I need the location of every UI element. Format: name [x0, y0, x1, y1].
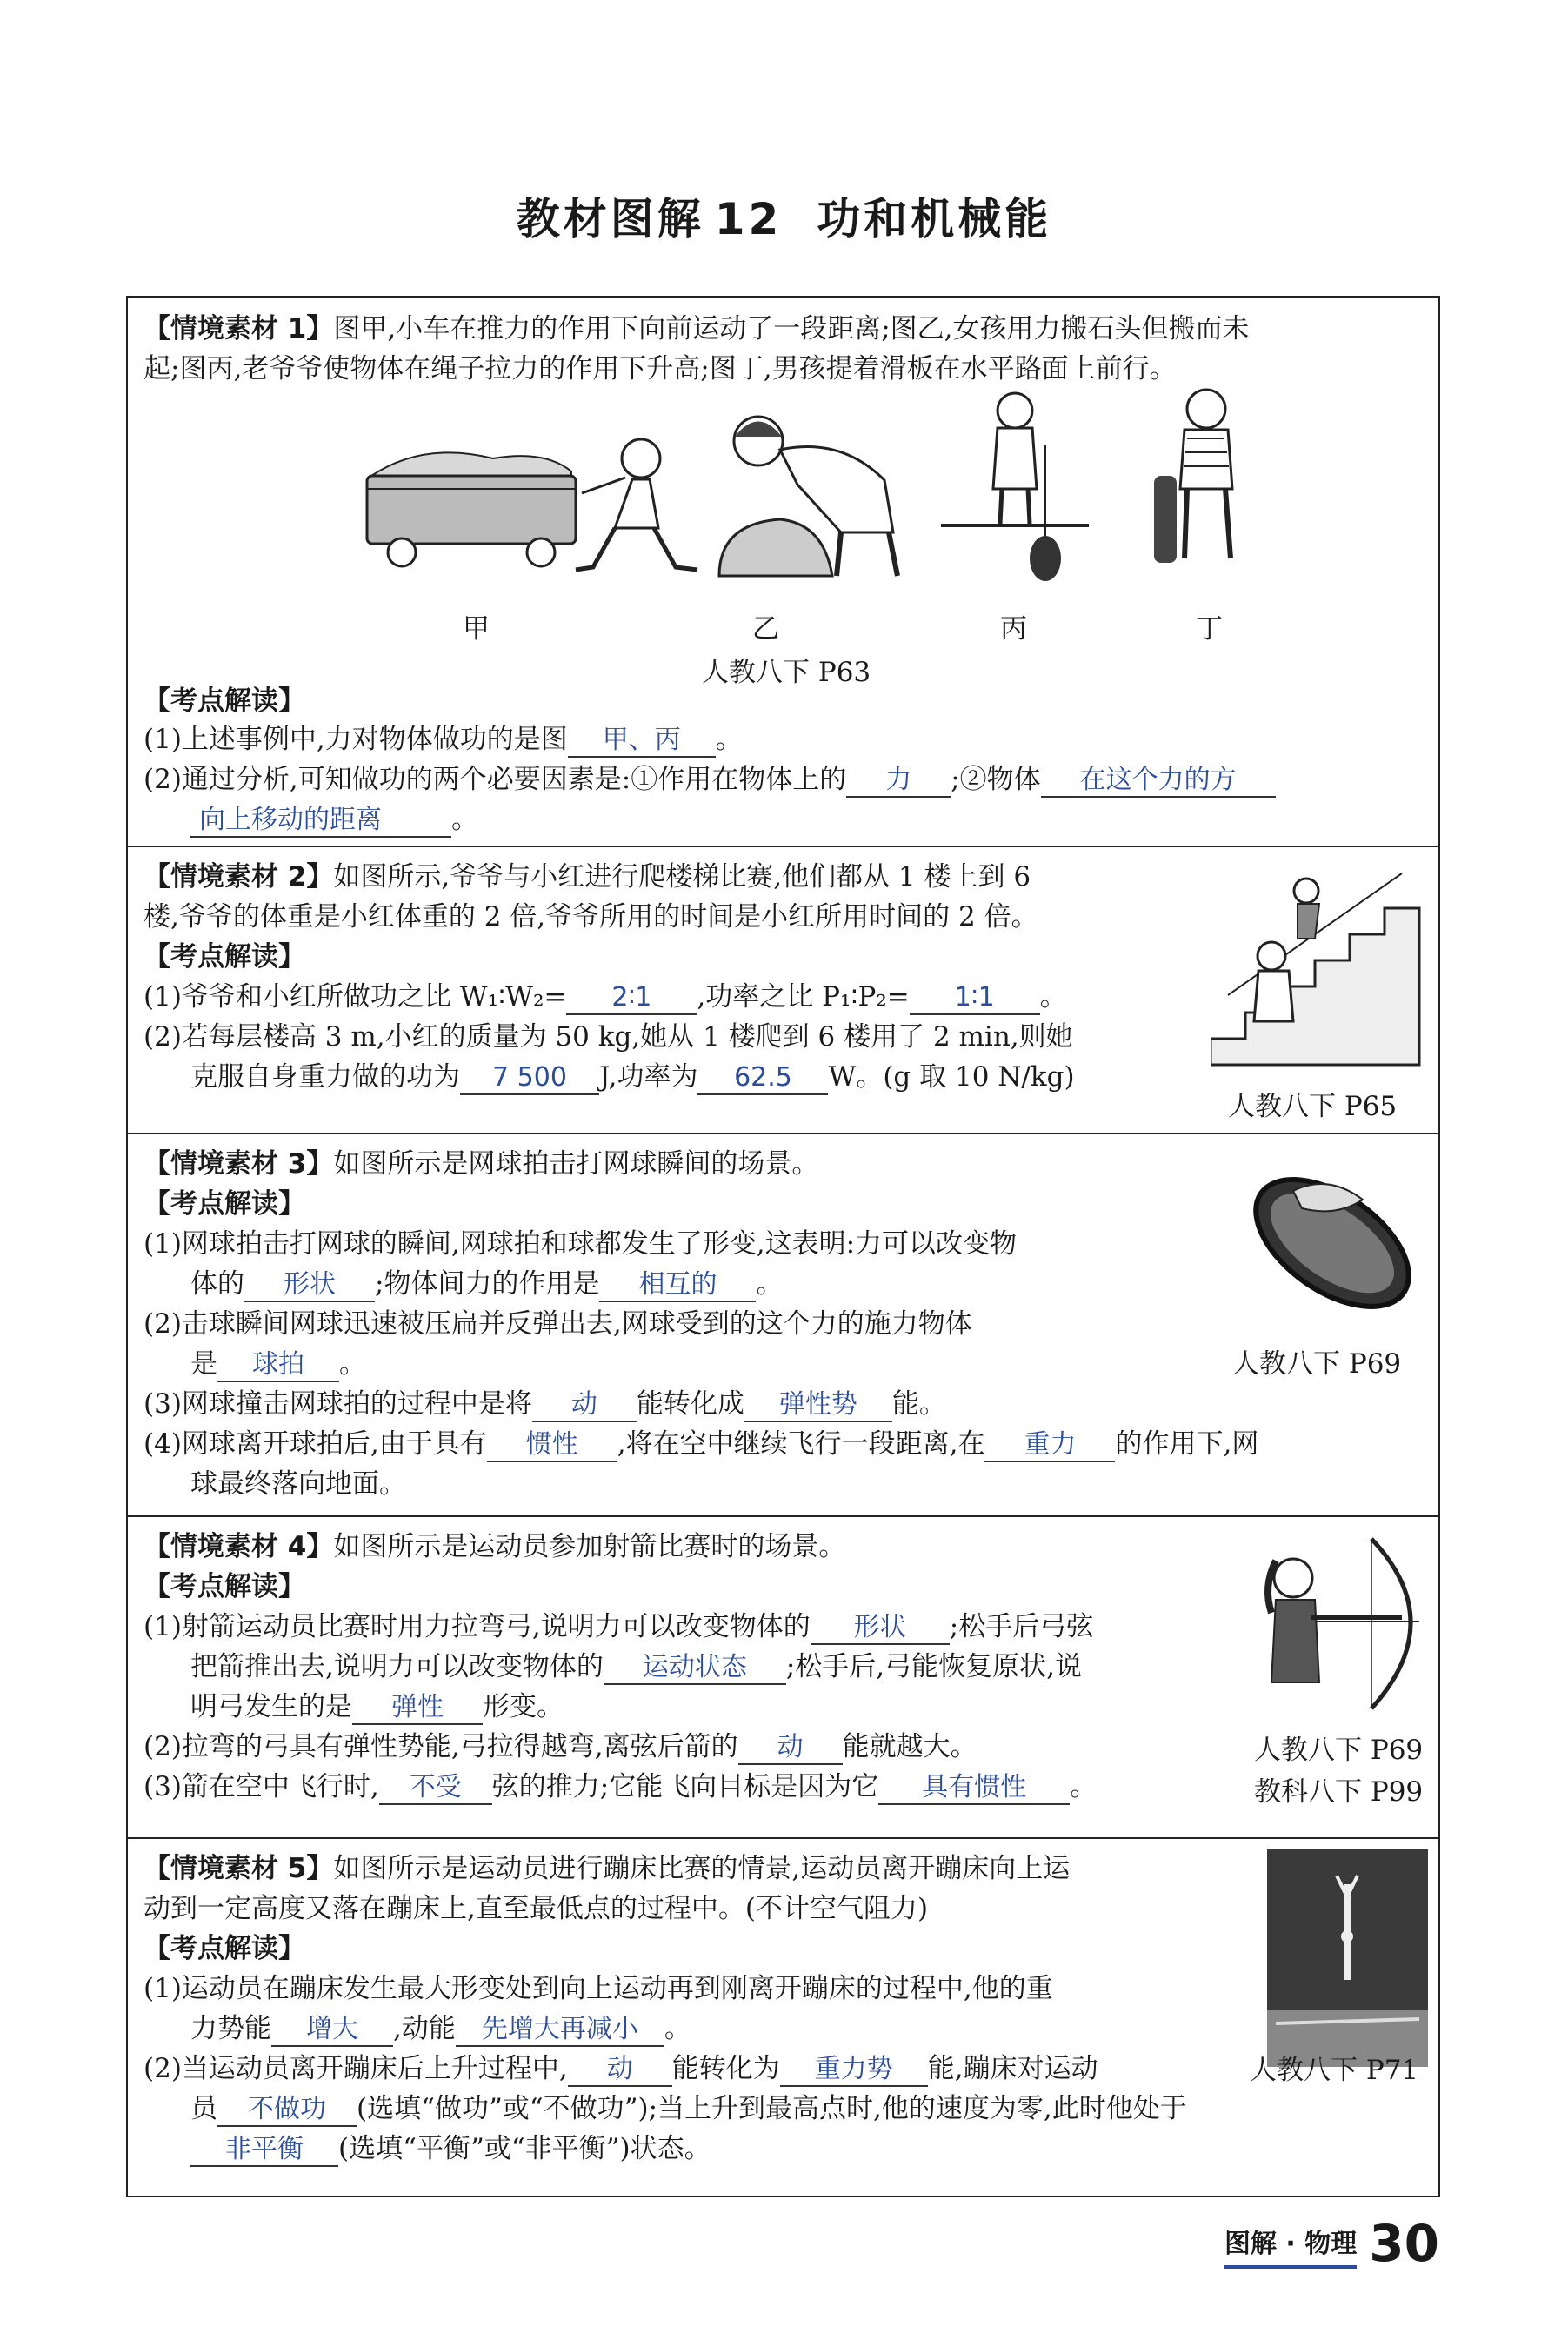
s2-question-1: (1)爷爷和小红所做功之比 W₁∶W₂= 2∶1 ,功率之比 P₁∶P₂= 1∶1 。	[143, 980, 1067, 1015]
s1-intro-line1: 【情境素材 1】图甲,小车在推力的作用下向前运动了一段距离;图乙,女孩用力搬石头但搬而未	[143, 313, 1250, 344]
figure-label-ding: 丁	[1196, 613, 1223, 645]
answer-blank: 重力	[984, 1429, 1115, 1462]
answer-blank: 具有惯性	[878, 1772, 1070, 1805]
footer-brand: 图解 · 物理	[1224, 2222, 1357, 2269]
answer-blank: 重力势	[780, 2054, 928, 2087]
s5-question-2-cont2: 非平衡 (选填“平衡”或“非平衡”)状态。	[190, 2131, 711, 2167]
s3-question-1: (1)网球拍击打网球的瞬间,网球拍和球都发生了形变,这表明:力可以改变物	[143, 1228, 1018, 1260]
answer-blank: 弹性	[352, 1692, 483, 1725]
s5-question-2-cont: 员 不做功 (选填“做功”或“不做功”);当上升到最高点时,他的速度为零,此时他处于	[190, 2091, 1187, 2127]
s3-question-3: (3)网球撞击网球拍的过程中是将 动 能转化成 弹性势 能。	[143, 1387, 946, 1422]
figure-label-jia: 甲	[463, 613, 490, 645]
old-man-lifting-illustration	[941, 384, 1089, 585]
page-number: 30	[1369, 2214, 1439, 2273]
archer-illustration	[1250, 1535, 1424, 1717]
figure-label-bing: 丙	[1000, 613, 1027, 645]
title-number: 12	[714, 194, 783, 244]
answer-blank: 增大	[271, 2014, 393, 2047]
s5-question-1-cont: 力势能 增大 ,动能 先增大再减小 。	[190, 2011, 691, 2047]
s5-textbook-ref: 人教八下 P71	[1250, 2055, 1419, 2086]
s4-textbook-ref-2: 教科八下 P99	[1254, 1776, 1424, 1808]
title-main: 教材图解	[516, 194, 704, 244]
s5-intro-line1: 【情境素材 5】如图所示是运动员进行蹦床比赛的情景,运动员离开蹦床向上运	[143, 1853, 1071, 1884]
s4-question-3: (3)箭在空中飞行时, 不受 弦的推力;它能飞向目标是因为它 具有惯性 。	[143, 1769, 1097, 1805]
s5-question-1: (1)运动员在蹦床发生最大形变处到向上运动再到刚离开蹦床的过程中,他的重	[143, 1973, 1053, 2004]
s3-textbook-ref: 人教八下 P69	[1232, 1348, 1402, 1380]
section-1	[128, 298, 1438, 846]
girl-lifting-stone-illustration	[684, 402, 945, 585]
s3-intro: 【情境素材 3】如图所示是网球拍击打网球瞬间的场景。	[143, 1148, 819, 1180]
s2-intro-line2: 楼,爷爷的体重是小红体重的 2 倍,爷爷所用的时间是小红所用时间的 2 倍。	[143, 901, 1038, 933]
s4-question-1-cont: 把箭推出去,说明力可以改变物体的 运动状态 ;松手后,弓能恢复原状,说	[190, 1649, 1082, 1685]
s4-question-1: (1)射箭运动员比赛时用力拉弯弓,说明力可以改变物体的 形状 ;松手后弓弦	[143, 1609, 1093, 1645]
stair-climbing-illustration	[1211, 856, 1428, 1073]
s5-heading: 【考点解读】	[143, 1933, 305, 1964]
s1-question-1: (1)上述事例中,力对物体做功的是图 甲、丙 。	[143, 722, 743, 758]
answer-blank: 动	[568, 2054, 672, 2087]
tennis-racket-illustration	[1241, 1156, 1428, 1330]
answer-blank: 动	[738, 1732, 843, 1765]
answer-blank: 1∶1	[910, 982, 1040, 1015]
s1-heading: 【考点解读】	[143, 685, 305, 717]
s1-intro-line2: 起;图丙,老爷爷使物体在绳子拉力的作用下升高;图丁,男孩提着滑板在水平路面上前行。	[143, 353, 1177, 384]
s2-heading: 【考点解读】	[143, 941, 305, 973]
answer-blank: 7 500	[460, 1062, 599, 1095]
section-2	[128, 846, 1438, 1133]
s3-question-4-cont: 球最终落向地面。	[190, 1468, 406, 1500]
answer-blank: 2∶1	[566, 982, 697, 1015]
answer-blank: 在这个力的方	[1041, 765, 1276, 798]
s2-intro-line1: 【情境素材 2】如图所示,爷爷与小红进行爬楼梯比赛,他们都从 1 楼上到 6	[143, 861, 1031, 893]
section-5	[128, 1837, 1438, 2199]
s3-heading: 【考点解读】	[143, 1188, 305, 1220]
page-footer	[1224, 2214, 1439, 2273]
s3-question-4: (4)网球离开球拍后,由于具有 惯性 ,将在空中继续飞行一段距离,在 重力 的作用下,网	[143, 1427, 1258, 1462]
answer-blank: 相互的	[599, 1269, 756, 1302]
figure-label-yi: 乙	[752, 613, 779, 645]
answer-blank: 力	[846, 765, 951, 798]
answer-blank: 不做功	[217, 2094, 357, 2127]
s4-question-2: (2)拉弯的弓具有弹性势能,弓拉得越弯,离弦后箭的 动 能就越大。	[143, 1729, 977, 1765]
page-title	[0, 184, 1568, 247]
s4-question-1-cont2: 明弓发生的是 弹性 形变。	[190, 1689, 564, 1725]
answer-blank: 不受	[379, 1772, 492, 1805]
content-frame	[126, 296, 1440, 2197]
cart-push-illustration	[354, 424, 719, 580]
boy-skateboard-illustration	[1119, 384, 1293, 585]
s5-intro-line2: 动到一定高度又落在蹦床上,直至最低点的过程中。(不计空气阻力)	[143, 1893, 929, 1924]
s5-question-2: (2)当运动员离开蹦床后上升过程中, 动 能转化为 重力势 能,蹦床对运动	[143, 2051, 1098, 2087]
section-4	[128, 1515, 1438, 1837]
s1-question-2-cont: 向上移动的距离 。	[190, 802, 478, 838]
answer-blank: 62.5	[697, 1062, 828, 1095]
answer-blank: 运动状态	[604, 1652, 786, 1685]
s4-textbook-ref-1: 人教八下 P69	[1254, 1735, 1424, 1766]
title-topic: 功和机械能	[817, 194, 1052, 244]
s2-question-2: (2)若每层楼高 3 m,小红的质量为 50 kg,她从 1 楼爬到 6 楼用了 2 min,则她	[143, 1021, 1073, 1053]
answer-blank: 动	[532, 1389, 637, 1422]
s2-textbook-ref: 人教八下 P65	[1228, 1091, 1398, 1122]
s3-question-2-cont: 是 球拍 。	[190, 1347, 366, 1382]
s3-question-2: (2)击球瞬间网球迅速被压扁并反弹出去,网球受到的这个力的施力物体	[143, 1308, 972, 1340]
answer-blank: 向上移动的距离	[190, 805, 451, 838]
answer-blank: 球拍	[217, 1349, 339, 1382]
answer-blank: 先增大再减小	[456, 2014, 664, 2047]
s1-question-2: (2)通过分析,可知做功的两个必要因素是:①作用在物体上的 力 ;②物体 在这个力的方	[143, 762, 1276, 798]
trampoline-photo	[1267, 1849, 1428, 2067]
s1-textbook-ref: 人教八下 P63	[702, 657, 871, 688]
answer-blank: 非平衡	[190, 2134, 338, 2167]
answer-blank: 甲、丙	[568, 725, 716, 758]
answer-blank: 弹性势	[744, 1389, 892, 1422]
s2-question-2-cont: 克服自身重力做的功为 7 500 J,功率为 62.5 W。(g 取 10 N/kg)	[190, 1060, 1075, 1095]
answer-blank: 形状	[811, 1612, 950, 1645]
s4-intro: 【情境素材 4】如图所示是运动员参加射箭比赛时的场景。	[143, 1531, 846, 1562]
answer-blank: 惯性	[487, 1429, 617, 1462]
s4-heading: 【考点解读】	[143, 1571, 305, 1602]
answer-blank: 形状	[244, 1269, 375, 1302]
section-3	[128, 1133, 1438, 1515]
s3-question-1-cont: 体的 形状 ;物体间力的作用是 相互的 。	[190, 1267, 783, 1302]
